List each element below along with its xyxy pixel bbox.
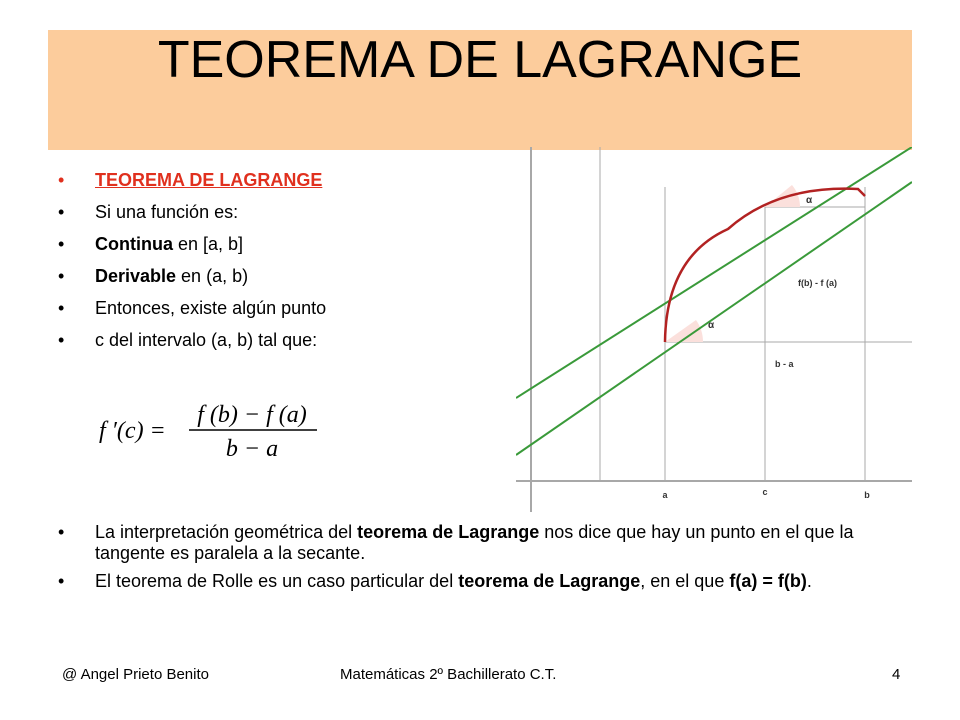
tick-label-b: b xyxy=(864,490,870,500)
slide-title: TEOREMA DE LAGRANGE xyxy=(157,31,803,89)
secant-line xyxy=(516,182,912,455)
bullet-exists-text: Entonces, existe algún punto xyxy=(95,298,327,318)
formula-denominator: b − a xyxy=(225,436,279,462)
theorem-bullets xyxy=(58,170,468,362)
bullet-intro xyxy=(58,202,468,222)
interpretation-tail: nos dice que hay un punto en el que la tangente es paralela a la secante. xyxy=(95,522,854,563)
formula-numerator: f (b) − f (a) xyxy=(197,402,307,428)
rolle-condition: f(a) = f(b) xyxy=(729,571,807,591)
rolle-mid: , en el que xyxy=(640,571,730,591)
bullet-dot: • xyxy=(58,202,65,222)
bullet-dot: • xyxy=(58,571,65,591)
bullet-intro-text: Si una función es: xyxy=(95,202,239,222)
bullet-exists xyxy=(58,298,468,318)
footer-course: Matemáticas 2º Bachillerato C.T. xyxy=(340,666,557,683)
bullet-dot: • xyxy=(58,234,65,254)
diff-x-label: b - a xyxy=(775,359,794,369)
tangent-line xyxy=(516,147,912,398)
rolle-tail: . xyxy=(806,571,812,591)
bullet-interpretation xyxy=(58,522,904,564)
formula-lhs: f ′(c) = xyxy=(99,418,166,444)
alpha-upper-label: α xyxy=(806,195,813,206)
tick-label-c: c xyxy=(762,487,768,497)
bullet-point-c xyxy=(58,330,468,350)
interpretation-bullets xyxy=(58,522,904,599)
bullet-dot: • xyxy=(58,522,65,542)
derivable-term: Derivable xyxy=(95,266,177,286)
diff-f-label: f(b) - f (a) xyxy=(798,278,837,288)
bullet-dot: • xyxy=(58,266,65,286)
interpretation-text: La interpretación geométrica del xyxy=(95,522,358,542)
continuous-term: Continua xyxy=(95,234,173,254)
bullet-dot: • xyxy=(58,170,65,190)
rolle-bold: teorema de Lagrange xyxy=(458,571,641,591)
bullet-derivable xyxy=(58,266,468,286)
bullet-dot: • xyxy=(58,330,65,350)
bullet-rolle xyxy=(58,571,904,592)
interpretation-bold: teorema de Lagrange xyxy=(357,522,540,542)
rolle-text: El teorema de Rolle es un caso particular del xyxy=(95,571,459,591)
alpha-lower-label: α xyxy=(708,320,715,331)
footer-page-number: 4 xyxy=(892,666,901,683)
bullet-heading xyxy=(58,170,468,190)
tick-label-a: a xyxy=(662,490,668,500)
footer-author: @ Angel Prieto Benito xyxy=(62,666,209,683)
derivable-interval: en (a, b) xyxy=(176,266,249,286)
bullet-point-c-text: c del intervalo (a, b) tal que: xyxy=(95,330,318,350)
bullet-continuous xyxy=(58,234,468,254)
mean-value-formula xyxy=(97,396,319,462)
theorem-heading: TEOREMA DE LAGRANGE xyxy=(95,170,323,190)
continuous-interval: en [a, b] xyxy=(173,234,244,254)
lagrange-graph xyxy=(516,147,912,512)
bullet-dot: • xyxy=(58,298,65,318)
